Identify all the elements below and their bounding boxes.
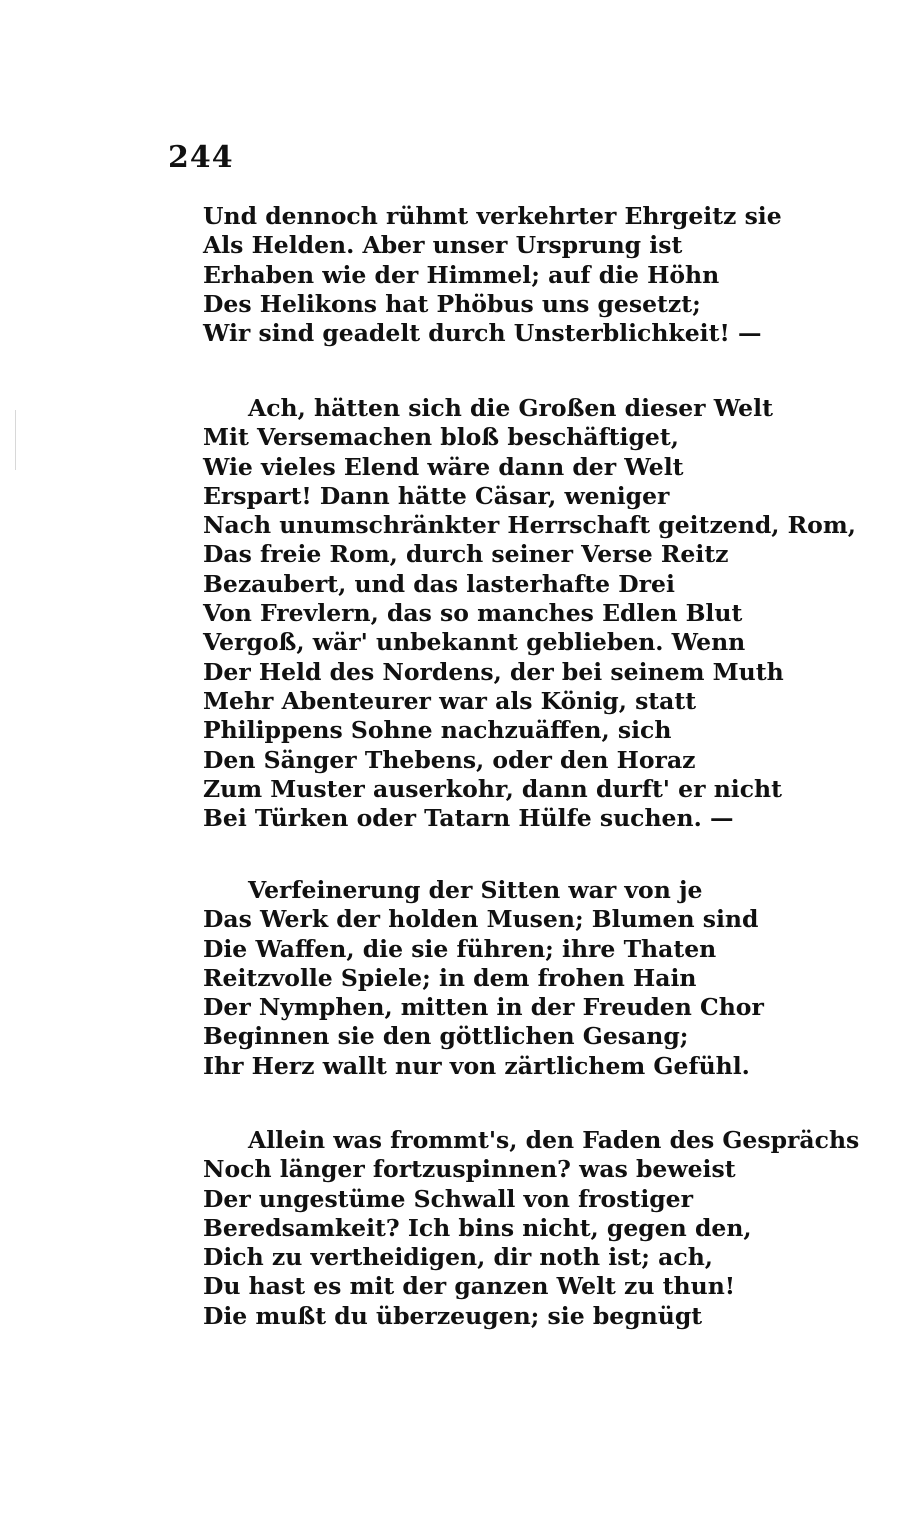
- verse-line: Verfeinerung der Sitten war von je: [248, 876, 703, 904]
- verse-line: Beginnen sie den göttlichen Gesang;: [203, 1022, 689, 1051]
- verse-line: Erhaben wie der Himmel; auf die Höhn: [203, 260, 720, 289]
- verse-line: Von Frevlern, das so manches Edlen Blut: [203, 599, 743, 628]
- verse-line: Die mußt du überzeugen; sie begnügt: [203, 1301, 703, 1330]
- verse-line: Mit Versemachen bloß beschäftiget,: [203, 423, 679, 452]
- verse-line: Nach unumschränkter Herrschaft geitzend, Rom,: [203, 511, 856, 540]
- verse-line: Zum Muster auserkohr, dann durft' er nicht: [203, 774, 782, 803]
- verse-line: Ihr Herz wallt nur von zärtlichem Gefühl.: [203, 1051, 750, 1080]
- verse-line: Bezaubert, und das lasterhafte Drei: [203, 569, 675, 598]
- verse-line: Das Werk der holden Musen; Blumen sind: [203, 905, 759, 934]
- verse-line: Wie vieles Elend wäre dann der Welt: [203, 452, 684, 481]
- stanza-3: [203, 876, 803, 1081]
- verse-line: Des Helikons hat Phöbus uns gesetzt;: [203, 289, 701, 318]
- verse-line: Das freie Rom, durch seiner Verse Reitz: [203, 540, 729, 569]
- verse-line: Ach, hätten sich die Großen dieser Welt: [248, 394, 773, 422]
- verse-line: Die Waffen, die sie führen; ihre Thaten: [203, 934, 717, 963]
- verse-line: Erspart! Dann hätte Cäsar, weniger: [203, 481, 670, 510]
- gutter-shadow: [15, 410, 16, 470]
- verse-line: Mehr Abenteurer war als König, statt: [203, 686, 697, 715]
- verse-line: Der Held des Nordens, der bei seinem Muth: [203, 657, 784, 686]
- verse-line: Vergoß, wär' unbekannt geblieben. Wenn: [203, 628, 746, 657]
- stanza-4: [203, 1126, 860, 1331]
- verse-line: Und dennoch rühmt verkehrter Ehrgeitz sie: [203, 202, 782, 230]
- verse-line: Bei Türken oder Tatarn Hülfe suchen. —: [203, 804, 734, 833]
- stanza-2: [203, 394, 856, 833]
- verse-line: Noch länger fortzuspinnen? was beweist: [203, 1155, 736, 1184]
- stanza-1: [203, 202, 803, 348]
- page-number: 244: [168, 140, 234, 175]
- verse-line: Der ungestüme Schwall von frostiger: [203, 1184, 694, 1213]
- verse-line: Als Helden. Aber unser Ursprung ist: [203, 231, 683, 260]
- verse-line: Den Sänger Thebens, oder den Horaz: [203, 745, 696, 774]
- verse-line: Reitzvolle Spiele; in dem frohen Hain: [203, 963, 697, 992]
- verse-line: Dich zu vertheidigen, dir noth ist; ach,: [203, 1243, 713, 1272]
- verse-line: Beredsamkeit? Ich bins nicht, gegen den,: [203, 1213, 752, 1242]
- verse-line: Der Nymphen, mitten in der Freuden Chor: [203, 993, 764, 1022]
- verse-line: Du hast es mit der ganzen Welt zu thun!: [203, 1272, 736, 1301]
- verse-line: Wir sind geadelt durch Unsterblichkeit! —: [203, 319, 762, 348]
- verse-line: Philippens Sohne nachzuäffen, sich: [203, 716, 672, 745]
- verse-line: Allein was frommt's, den Faden des Gesprächs: [248, 1126, 860, 1154]
